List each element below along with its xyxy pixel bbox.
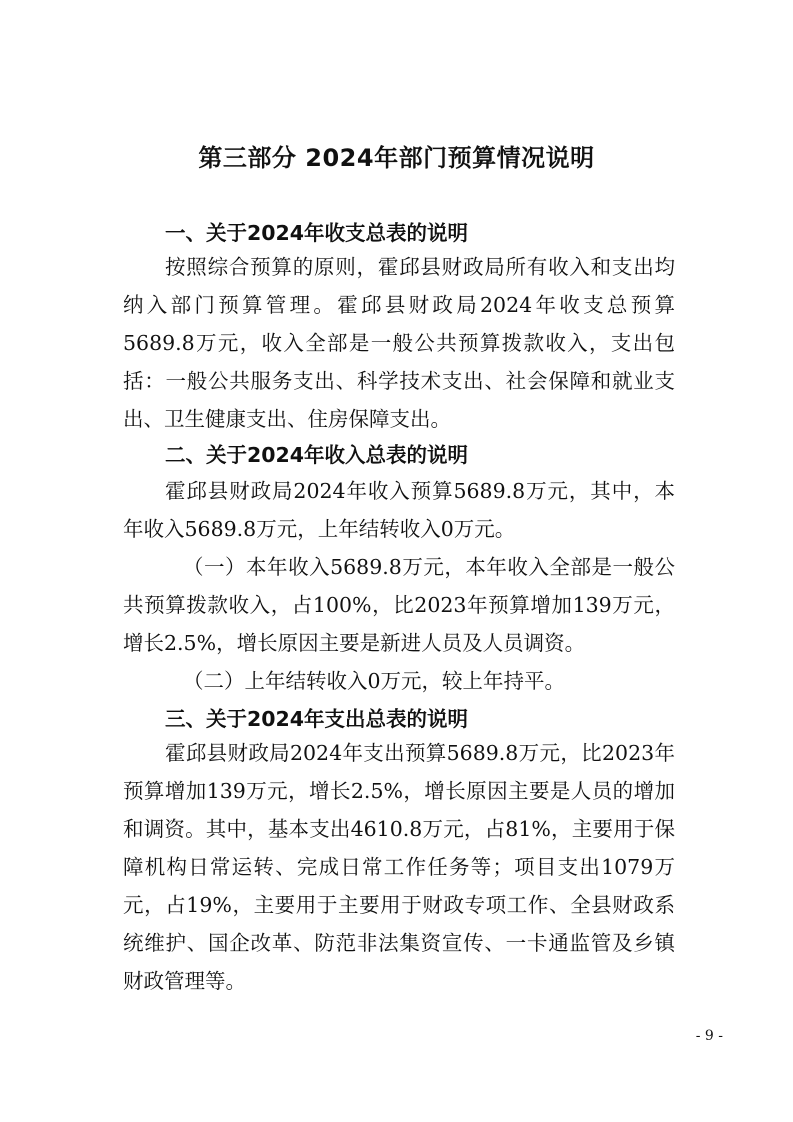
section-1-paragraph: 按照综合预算的原则，霍邱县财政局所有收入和支出均纳入部门预算管理。霍邱县财政局2024年收支总预算5689.8万元，收入全部是一般公共预算拨款收入，支出包括：一般公共服务支出、科学技术支出、社会保障和就业支出、卫生健康支出、住房保障支出。 — [123, 255, 675, 431]
section-2-paragraph: 霍邱县财政局2024年收入预算5689.8万元，其中，本年收入5689.8万元，上年结转收入0万元。 — [123, 479, 675, 541]
page-number: - 9 - — [695, 1028, 723, 1044]
section-3-paragraph: 霍邱县财政局2024年支出预算5689.8万元，比2023年预算增加139万元，增长2.5%，增长原因主要是人员的增加和调资。其中，基本支出4610.8万元，占81%，主要用于保障机构日常运转、完成日常工作任务等；项目支出1079万元，占19%，主要用于主要用于财政专项工作、全县财政系统维护、国企改革、防范非法集资宣传、一卡通监管及乡镇财政管理等。 — [123, 741, 675, 993]
section-2-sub-item-2: （二）上年结转收入0万元，较上年持平。 — [183, 669, 566, 693]
section-1-heading: 一、关于2024年收支总表的说明 — [165, 221, 469, 245]
section-2-heading: 二、关于2024年收入总表的说明 — [165, 443, 469, 467]
section-3-heading: 三、关于2024年支出总表的说明 — [165, 707, 469, 731]
section-2-sub-item-1: （一）本年收入5689.8万元，本年收入全部是一般公共预算拨款收入，占100%，比2023年预算增加139万元，增长2.5%，增长原因主要是新进人员及人员调资。 — [123, 555, 675, 655]
page-title: 第三部分 2024年部门预算情况说明 — [198, 144, 595, 172]
